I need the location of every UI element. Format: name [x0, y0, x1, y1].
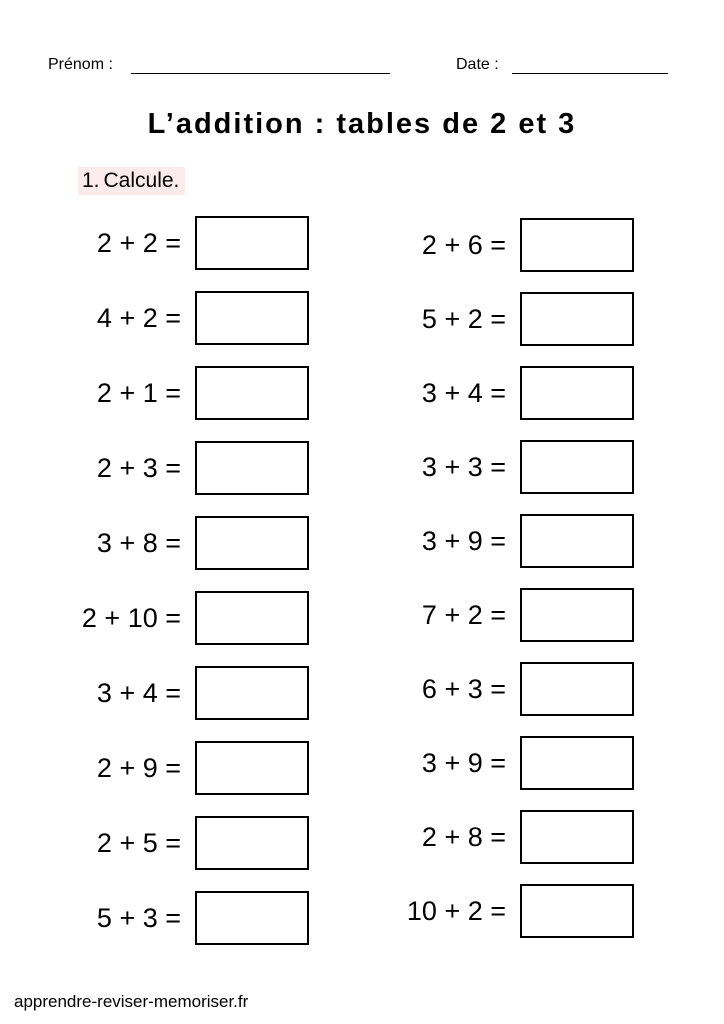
- exercise-row: [67, 516, 309, 570]
- addition-expression: 2 + 1 =: [96, 378, 181, 408]
- exercise-instruction: [78, 167, 185, 195]
- answer-box[interactable]: [520, 292, 634, 346]
- exercise-row: [392, 588, 634, 642]
- exercise-row: [392, 810, 634, 864]
- answer-box[interactable]: [520, 366, 634, 420]
- addition-expression: 3 + 4 =: [96, 678, 181, 708]
- exercise-row: [392, 366, 634, 420]
- first-name-label: Prénom :: [48, 56, 113, 73]
- exercise-row: [67, 216, 309, 270]
- exercise-instruction-text: Calcule.: [103, 169, 180, 192]
- exercise-row: [67, 891, 309, 945]
- answer-box[interactable]: [195, 291, 309, 345]
- answer-box[interactable]: [520, 662, 634, 716]
- exercise-row: [392, 292, 634, 346]
- addition-expression: 3 + 4 =: [421, 378, 506, 408]
- addition-expression: 5 + 2 =: [421, 304, 506, 334]
- addition-expression: 2 + 2 =: [96, 228, 181, 258]
- footer-website: apprendre-reviser-memoriser.fr: [14, 992, 249, 1011]
- answer-box[interactable]: [520, 588, 634, 642]
- exercise-row: [392, 662, 634, 716]
- answer-box[interactable]: [520, 810, 634, 864]
- answer-box[interactable]: [195, 591, 309, 645]
- first-name-field[interactable]: [131, 73, 390, 74]
- addition-expression: 2 + 9 =: [96, 753, 181, 783]
- date-field[interactable]: [512, 73, 668, 74]
- addition-expression: 3 + 9 =: [421, 748, 506, 778]
- answer-box[interactable]: [195, 366, 309, 420]
- addition-expression: 2 + 3 =: [96, 453, 181, 483]
- addition-expression: 10 + 2 =: [406, 896, 506, 926]
- exercise-row: [392, 736, 634, 790]
- exercise-number: 1.: [82, 169, 100, 192]
- exercise-row: [392, 884, 634, 938]
- answer-box[interactable]: [195, 216, 309, 270]
- exercise-row: [67, 816, 309, 870]
- answer-box[interactable]: [195, 441, 309, 495]
- addition-expression: 6 + 3 =: [421, 674, 506, 704]
- answer-box[interactable]: [520, 736, 634, 790]
- exercise-row: [67, 666, 309, 720]
- exercise-row: [67, 441, 309, 495]
- addition-expression: 7 + 2 =: [421, 600, 506, 630]
- addition-expression: 2 + 5 =: [96, 828, 181, 858]
- answer-box[interactable]: [195, 891, 309, 945]
- answer-box[interactable]: [520, 884, 634, 938]
- exercise-row: [67, 741, 309, 795]
- addition-expression: 5 + 3 =: [96, 903, 181, 933]
- exercise-row: [392, 514, 634, 568]
- addition-expression: 4 + 2 =: [96, 303, 181, 333]
- answer-box[interactable]: [195, 816, 309, 870]
- exercise-row: [392, 440, 634, 494]
- answer-box[interactable]: [195, 741, 309, 795]
- addition-expression: 3 + 8 =: [96, 528, 181, 558]
- addition-expression: 2 + 6 =: [421, 230, 506, 260]
- addition-expression: 2 + 8 =: [421, 822, 506, 852]
- answer-box[interactable]: [520, 514, 634, 568]
- exercise-row: [67, 366, 309, 420]
- answer-box[interactable]: [195, 516, 309, 570]
- page-title: L’addition : tables de 2 et 3: [147, 108, 577, 140]
- exercise-row: [67, 591, 309, 645]
- answer-box[interactable]: [520, 440, 634, 494]
- exercise-row: [392, 218, 634, 272]
- answer-box[interactable]: [520, 218, 634, 272]
- addition-expression: 3 + 9 =: [421, 526, 506, 556]
- exercise-row: [67, 291, 309, 345]
- date-label: Date :: [456, 56, 499, 73]
- answer-box[interactable]: [195, 666, 309, 720]
- addition-expression: 3 + 3 =: [421, 452, 506, 482]
- addition-expression: 2 + 10 =: [81, 603, 181, 633]
